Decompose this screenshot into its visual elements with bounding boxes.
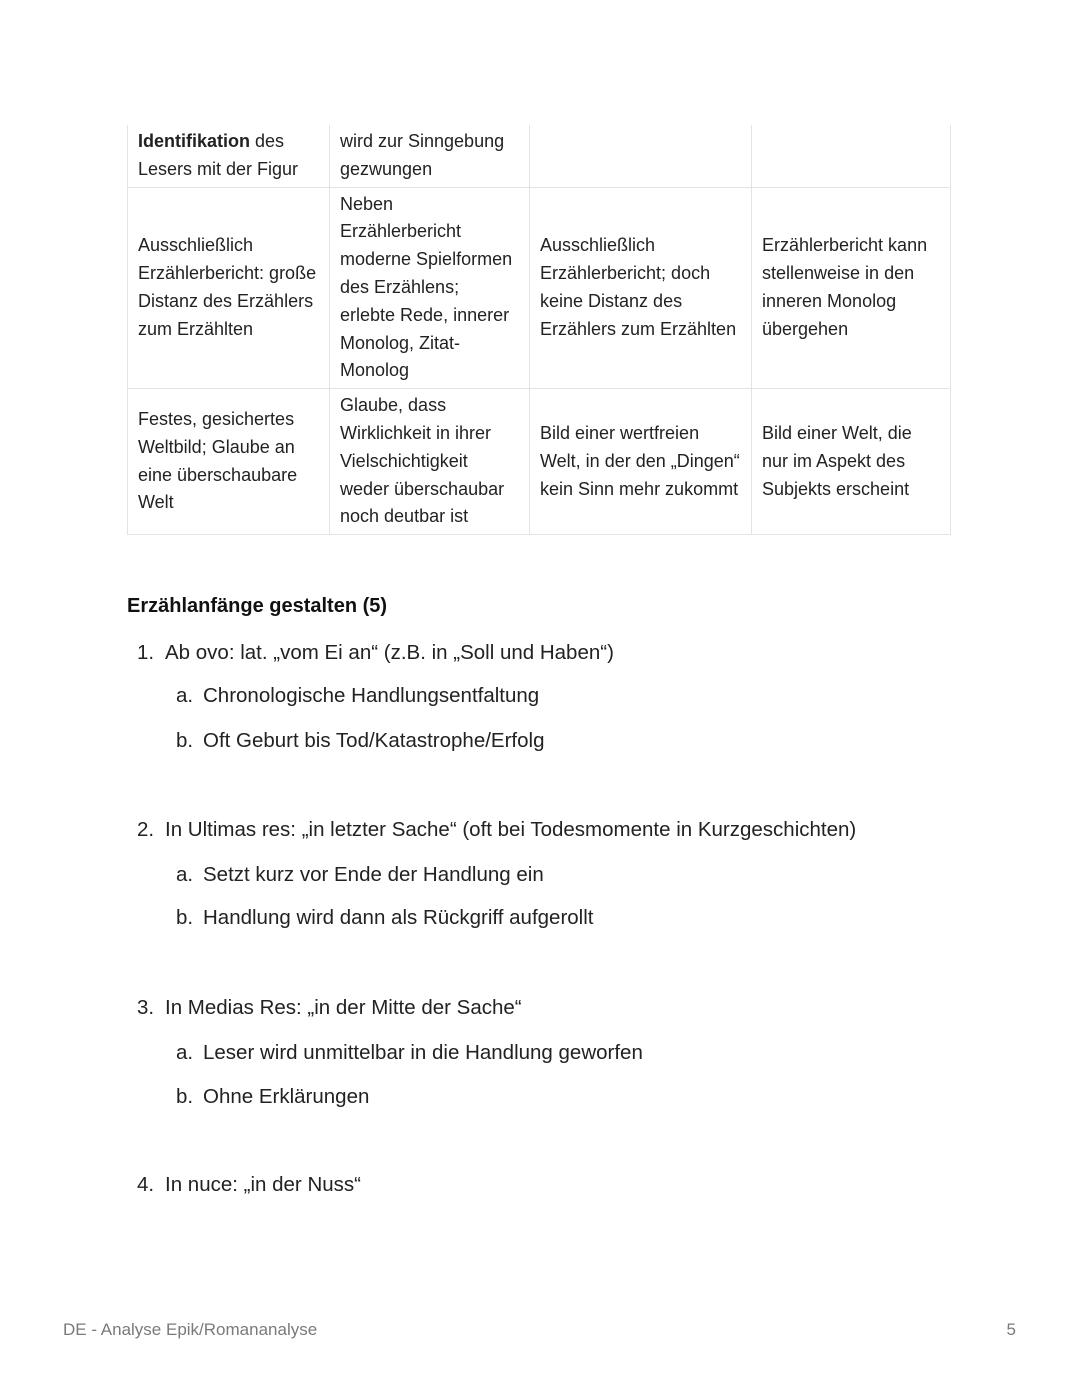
cell-text: Glaube, dass Wirklichkeit in ihrer Vielschichtigkeit weder überschaubar noch deutbar ist — [340, 395, 505, 527]
section-heading: Erzählanfänge gestalten (5) — [127, 595, 388, 617]
table-cell — [128, 389, 330, 535]
list-item-text: In Ultimas res: „in letzter Sache“ (oft bei Todesmomente in Kurzgeschichten) — [165, 818, 857, 841]
cell-text: Festes, gesichertes Weltbild; Glaube an eine überschaubare Welt — [138, 409, 298, 513]
page-number: 5 — [1006, 1320, 1016, 1339]
list-marker: a. — [176, 1041, 194, 1064]
cell-bold-text: Identifikation — [138, 131, 250, 151]
table-cell — [530, 187, 752, 389]
table-cell — [530, 389, 752, 535]
list-marker: b. — [176, 1085, 194, 1108]
cell-text: Erzählerbericht kann stellenweise in den inneren Monolog übergehen — [762, 235, 928, 339]
table-row — [128, 125, 951, 187]
table-cell — [330, 389, 530, 535]
cell-text: Ausschließlich Erzählerbericht; doch keine Distanz des Erzählers zum Erzählten — [540, 235, 737, 339]
table-cell — [128, 125, 330, 187]
table-cell — [752, 187, 951, 389]
table-row — [128, 389, 951, 535]
list-item-text: Setzt kurz vor Ende der Handlung ein — [203, 863, 544, 886]
table-cell — [530, 125, 752, 187]
list-item-text: In Medias Res: „in der Mitte der Sache“ — [165, 996, 522, 1019]
list-item-text: Ab ovo: lat. „vom Ei an“ (z.B. in „Soll und Haben“) — [165, 641, 614, 664]
table-cell — [330, 125, 530, 187]
list-item-text: Chronologische Handlungsentfaltung — [203, 684, 540, 707]
cell-text: Bild einer wertfreien Welt, in der den „Dingen“ kein Sinn mehr zukommt — [540, 422, 740, 499]
footer-title: DE - Analyse Epik/Romananalyse — [63, 1320, 318, 1339]
list-item-text: Oft Geburt bis Tod/Katastrophe/Erfolg — [203, 729, 545, 752]
list-marker: b. — [176, 729, 194, 752]
list-item — [137, 818, 856, 842]
list-marker: 4. — [137, 1173, 155, 1196]
list-marker: 2. — [137, 818, 155, 841]
comparison-table — [127, 125, 951, 535]
sub-list-item — [176, 684, 539, 708]
list-marker: 1. — [137, 641, 155, 664]
cell-text: des Lesers mit der Figur — [138, 131, 299, 179]
sub-list-item — [176, 729, 544, 753]
cell-text: Bild einer Welt, die nur im Aspekt des Subjekts erscheint — [762, 422, 912, 499]
list-item-text: Ohne Erklärungen — [203, 1085, 370, 1108]
list-item-text: Handlung wird dann als Rückgriff aufgerollt — [203, 906, 594, 929]
table-cell — [330, 187, 530, 389]
table-row — [128, 187, 951, 389]
sub-list-item — [176, 906, 593, 930]
sub-list-item — [176, 1085, 369, 1109]
list-marker: 3. — [137, 996, 155, 1019]
sub-list-item — [176, 863, 544, 887]
list-item-text: In nuce: „in der Nuss“ — [165, 1173, 361, 1196]
sub-list-item — [176, 1041, 643, 1065]
cell-text: Ausschließlich Erzählerbericht: große Distanz des Erzählers zum Erzählten — [138, 235, 317, 339]
cell-text: wird zur Sinngebung gezwungen — [340, 131, 505, 179]
cell-text: Neben Erzählerbericht moderne Spielformen des Erzählens; erlebte Rede, innerer Monolog, Zitat-Monolog — [340, 193, 513, 381]
list-item — [137, 641, 614, 665]
list-item-text: Leser wird unmittelbar in die Handlung geworfen — [203, 1041, 643, 1064]
list-marker: b. — [176, 906, 194, 929]
list-item — [137, 1173, 361, 1197]
list-marker: a. — [176, 684, 194, 707]
list-marker: a. — [176, 863, 194, 886]
list-item — [137, 996, 522, 1020]
table-cell — [128, 187, 330, 389]
table-cell — [752, 125, 951, 187]
table-cell — [752, 389, 951, 535]
